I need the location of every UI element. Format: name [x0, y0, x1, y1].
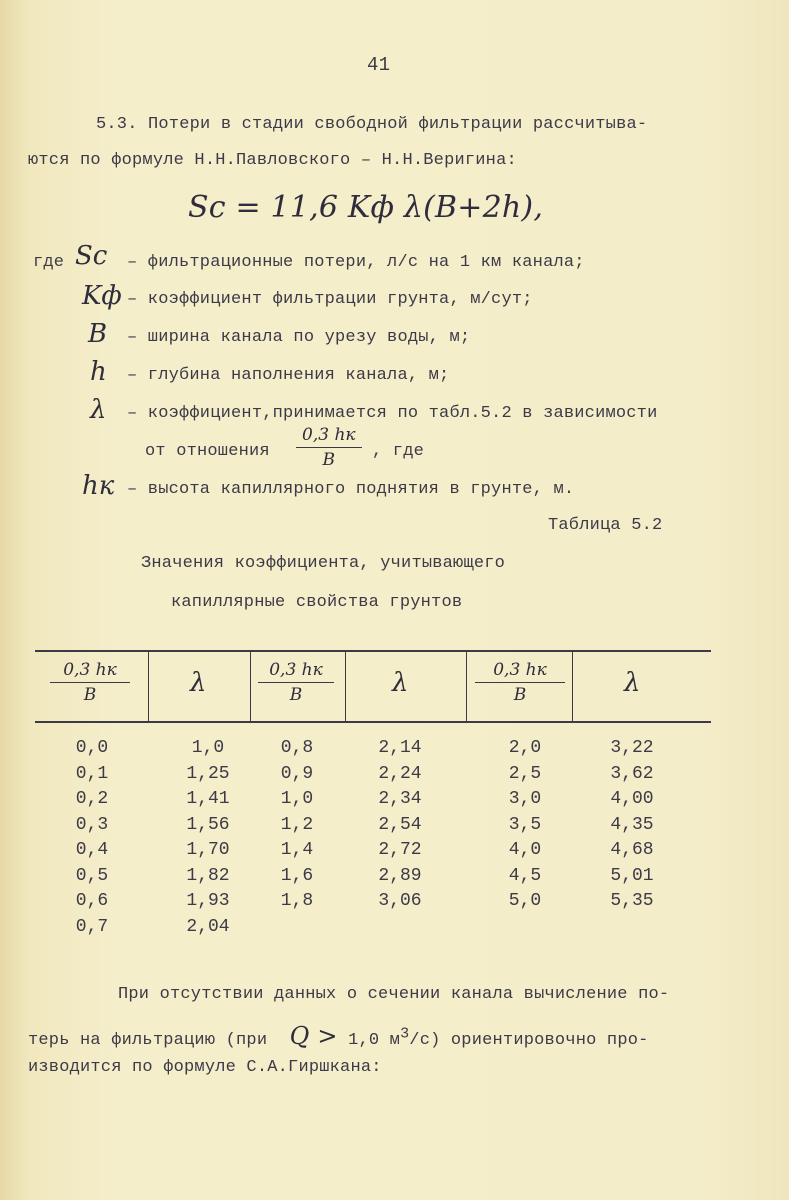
header-denominator: B — [83, 685, 97, 705]
table-column-divider — [572, 652, 573, 722]
definition-text: – коэффициент фильтрации грунта, м/сут; — [127, 290, 533, 309]
table-cell: 0,0 — [75, 738, 109, 758]
definition-symbol: λ — [90, 395, 107, 425]
table-cell: 0,4 — [75, 840, 109, 860]
paragraph-text: 1,0 м — [348, 1031, 401, 1050]
table-cell: 2,72 — [378, 840, 422, 860]
table-header-lambda: λ — [190, 668, 207, 698]
table-column-divider — [466, 652, 467, 722]
table-cell: 3,62 — [610, 763, 654, 784]
table-cell: 0,2 — [75, 789, 109, 809]
table-top-rule — [35, 650, 711, 652]
header-numerator: 0,3 hк — [258, 660, 334, 683]
table-column-divider — [345, 652, 346, 722]
table-column-divider — [148, 652, 149, 722]
header-denominator: B — [289, 685, 303, 705]
definition-text: – коэффициент,принимается по табл.5.2 в зависимости — [127, 404, 658, 423]
table-cell: 4,00 — [610, 789, 654, 809]
table-cell: 1,0 — [191, 738, 225, 758]
definition-symbol: Kф — [82, 281, 122, 311]
table-cell: 1,41 — [186, 789, 230, 809]
table-label: Таблица 5.2 — [548, 516, 663, 535]
ratio-numerator: 0,3 hк — [296, 425, 362, 448]
ratio-suffix: , где — [372, 442, 425, 461]
where-label: где — [33, 253, 65, 272]
paragraph-line: ются по формуле Н.Н.Павловского – Н.Н.Веригина: — [28, 151, 517, 170]
table-header-ratio — [475, 660, 565, 705]
table-cell: 2,34 — [378, 789, 422, 809]
table-cell: 1,2 — [280, 814, 314, 835]
table-cell: 4,5 — [508, 865, 542, 886]
table-header-ratio — [50, 660, 130, 705]
definition-symbol: Sc — [75, 241, 108, 271]
table-cell: 1,0 — [280, 789, 314, 809]
ratio-prefix: от отношения — [145, 442, 270, 461]
table-cell: 0,5 — [75, 865, 109, 886]
table-cell: 4,68 — [610, 840, 654, 860]
table-cell: 3,5 — [508, 814, 542, 835]
table-cell: 3,06 — [378, 891, 422, 911]
table-column-divider — [250, 652, 251, 722]
definition-symbol: h — [90, 357, 107, 387]
ratio-denominator: B — [322, 450, 336, 470]
definition-text: – глубина наполнения канала, м; — [127, 366, 450, 385]
paragraph-line: 5.3. Потери в стадии свободной фильтрации рассчитыва- — [96, 115, 648, 134]
table-cell: 0,1 — [75, 763, 109, 784]
definition-symbol: B — [88, 319, 108, 349]
table-cell: 0,6 — [75, 891, 109, 911]
header-numerator: 0,3 hк — [50, 660, 130, 683]
table-cell: 5,0 — [508, 891, 542, 911]
definition-text: – высота капиллярного поднятия в грунте, м. — [127, 480, 575, 499]
table-cell: 5,01 — [610, 865, 654, 886]
paragraph-text: /с) ориентировочно про- — [409, 1031, 649, 1050]
paragraph-line: изводится по формуле С.А.Гиршкана: — [28, 1058, 382, 1077]
table-cell: 0,3 — [75, 814, 109, 835]
table-header-rule — [35, 721, 711, 723]
table-header-lambda: λ — [624, 668, 641, 698]
definition-symbol: hк — [82, 471, 115, 501]
table-cell: 4,35 — [610, 814, 654, 835]
table-cell: 4,0 — [508, 840, 542, 860]
table-cell: 5,35 — [610, 891, 654, 911]
definition-text: – фильтрационные потери, л/с на 1 км канала; — [127, 253, 585, 272]
discharge-symbol: Q > — [289, 1022, 338, 1050]
table-cell: 1,82 — [186, 865, 230, 886]
superscript: 3 — [400, 1025, 410, 1043]
table-cell: 0,7 — [75, 916, 109, 937]
table-cell: 1,8 — [280, 891, 314, 911]
table-cell: 0,8 — [280, 738, 314, 758]
paragraph-line — [28, 1022, 649, 1050]
table-cell: 2,5 — [508, 763, 542, 784]
table-cell: 1,70 — [186, 840, 230, 860]
table-header-lambda: λ — [392, 668, 409, 698]
table-cell: 1,93 — [186, 891, 230, 911]
table-title: капиллярные свойства грунтов — [171, 593, 463, 612]
page-number: 41 — [367, 54, 391, 76]
table-cell: 3,0 — [508, 789, 542, 809]
formula: Sc = 11,6 Kф λ(B+2h), — [188, 190, 544, 225]
table-cell: 2,24 — [378, 763, 422, 784]
table-cell: 2,54 — [378, 814, 422, 835]
header-numerator: 0,3 hк — [475, 660, 565, 683]
table-cell: 1,25 — [186, 763, 230, 784]
table-cell: 1,56 — [186, 814, 230, 835]
table-title: Значения коэффициента, учитывающего — [141, 554, 506, 573]
table-header-ratio — [258, 660, 334, 705]
table-cell: 3,22 — [610, 738, 654, 758]
table-cell: 2,0 — [508, 738, 542, 758]
paragraph-line: При отсутствии данных о сечении канала вычисление по- — [118, 985, 670, 1004]
table-cell: 2,14 — [378, 738, 422, 758]
table-cell: 2,89 — [378, 865, 422, 886]
table-cell: 1,4 — [280, 840, 314, 860]
definition-text: – ширина канала по урезу воды, м; — [127, 328, 471, 347]
table-cell: 2,04 — [186, 916, 230, 937]
table-cell: 1,6 — [280, 865, 314, 886]
paragraph-text: терь на фильтрацию (при — [28, 1031, 268, 1050]
header-denominator: B — [513, 685, 527, 705]
ratio-fraction — [296, 425, 362, 470]
table-cell: 0,9 — [280, 763, 314, 784]
